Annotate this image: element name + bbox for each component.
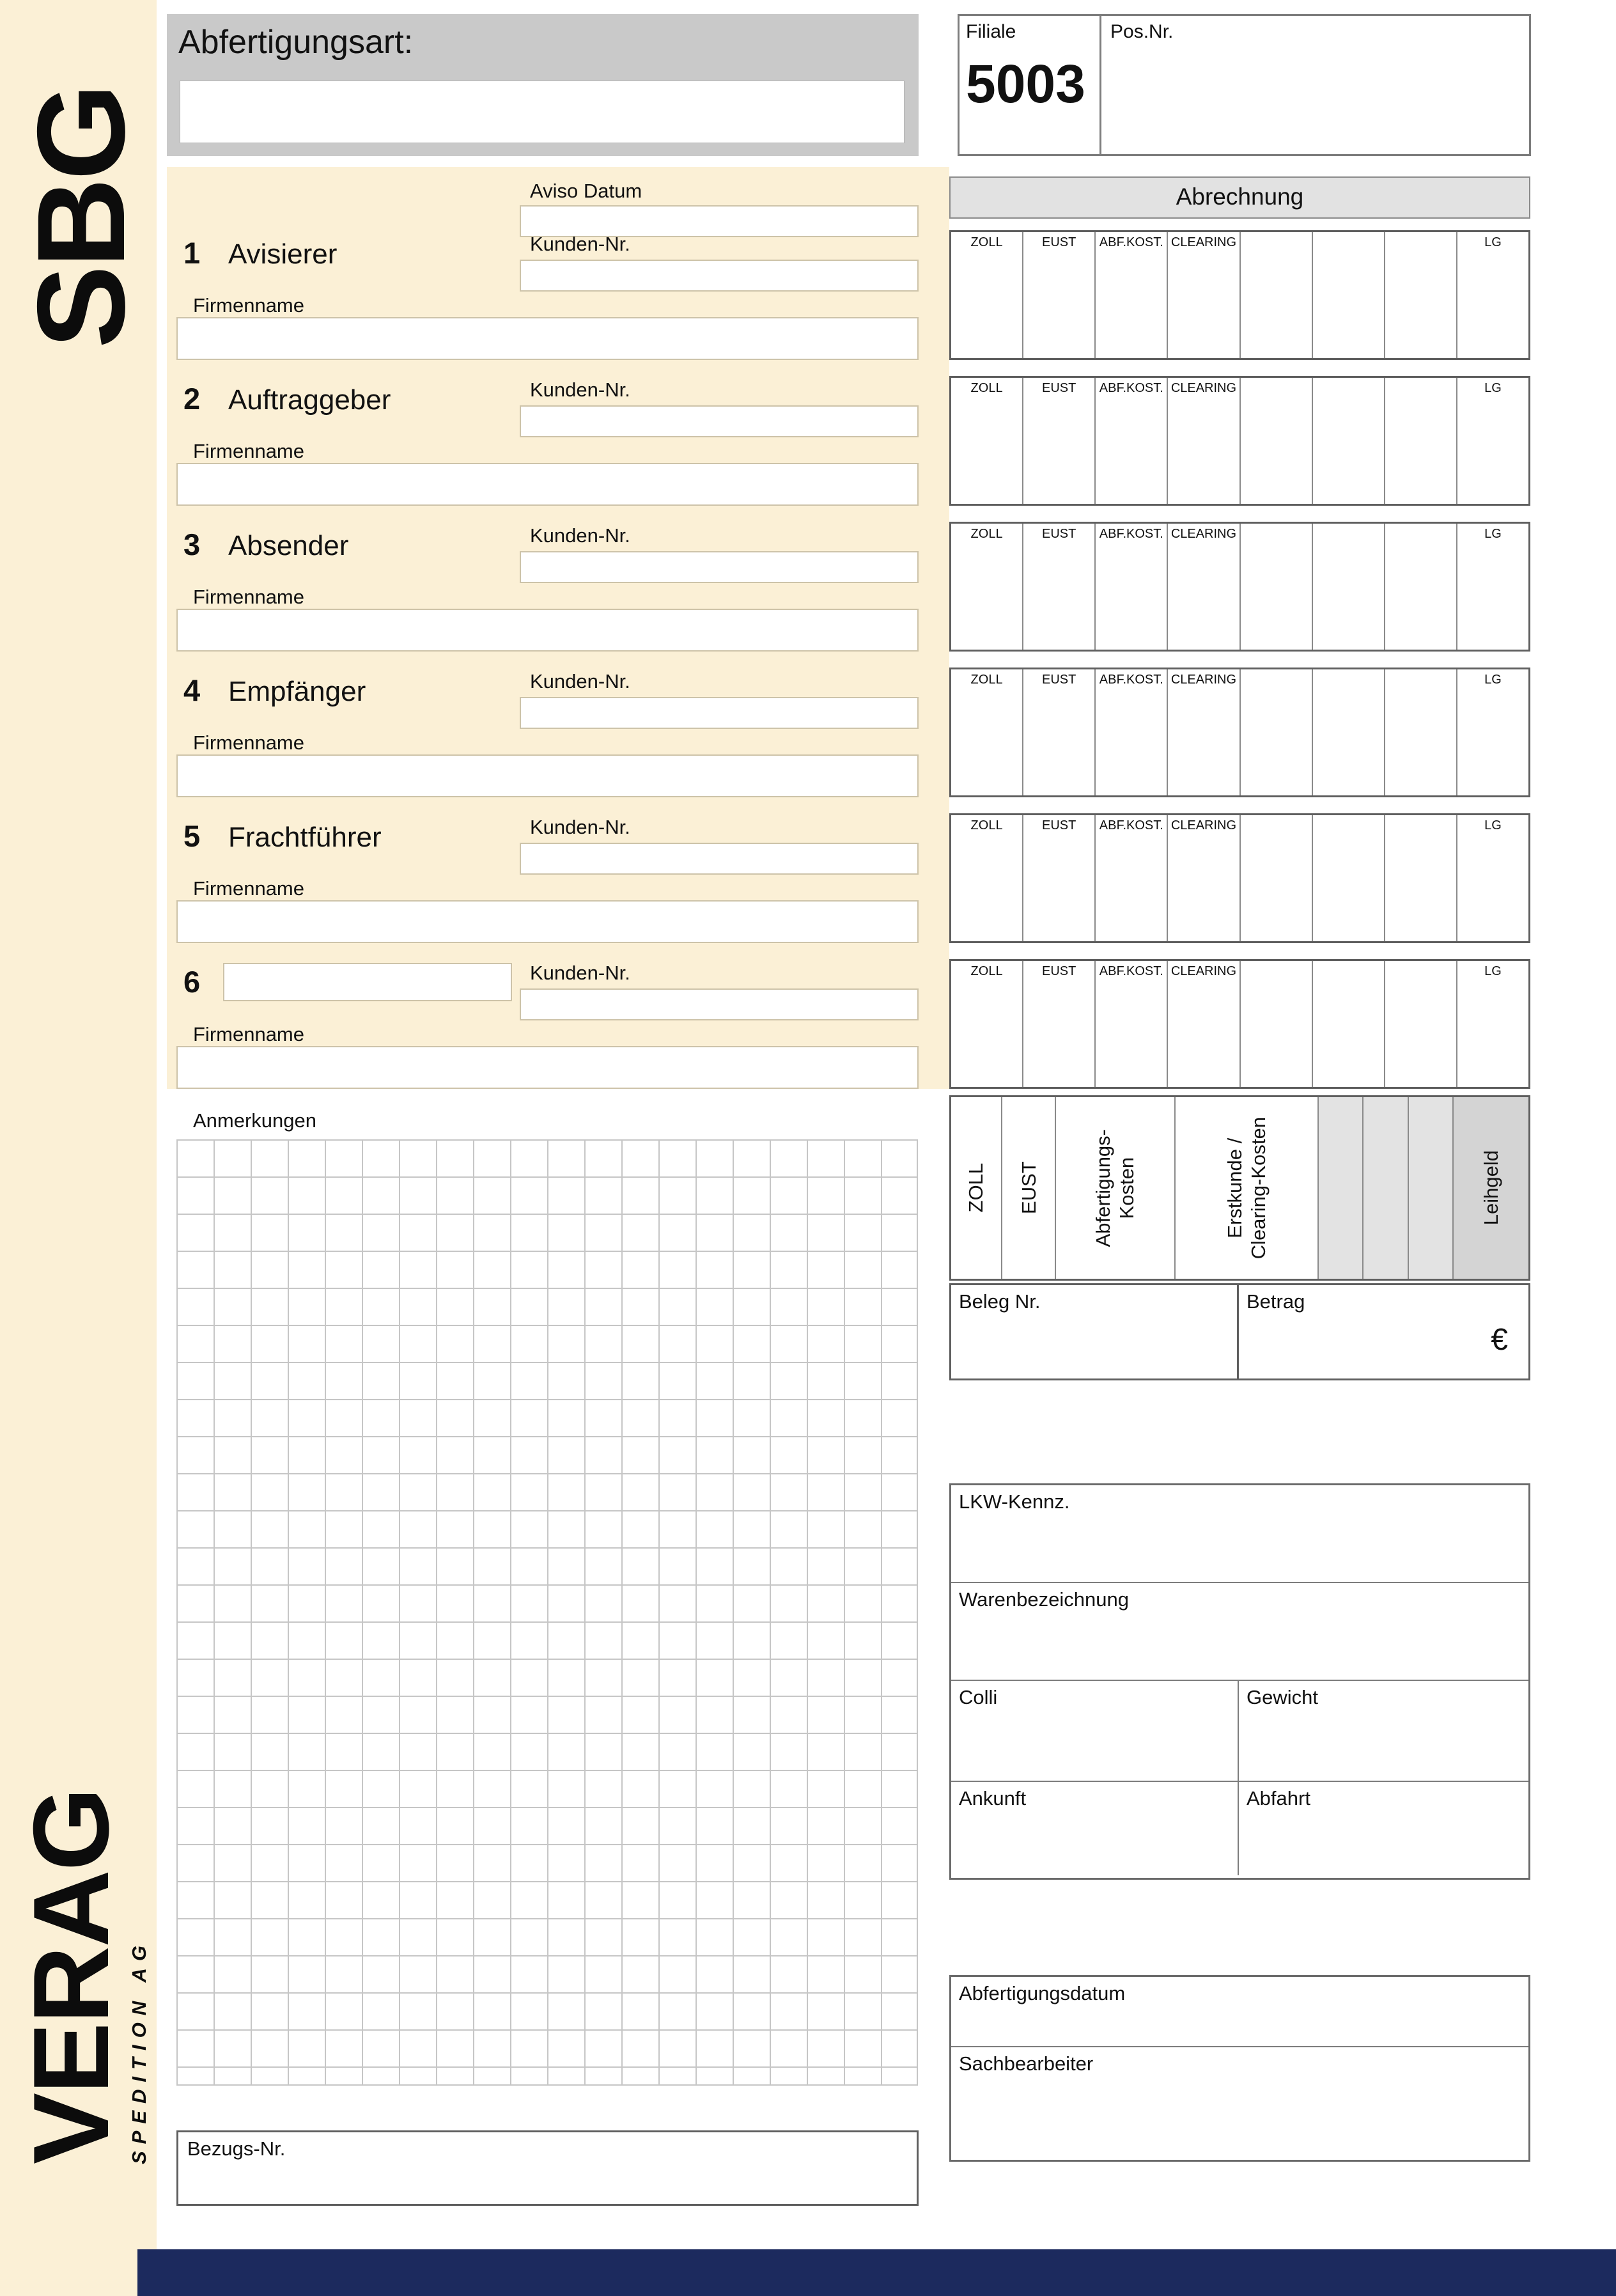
firmenname-label: Firmenname — [193, 440, 304, 462]
firmenname-label: Firmenname — [193, 877, 304, 900]
clearing-amount-cell[interactable] — [1168, 961, 1240, 1087]
clearing-header: CLEARING — [1170, 235, 1237, 249]
firmenname-input[interactable] — [176, 317, 919, 360]
shipment-details-box — [949, 1483, 1530, 1880]
party-row-absender — [167, 522, 949, 652]
clearing-header: CLEARING — [1170, 527, 1237, 541]
eust-header: EUST — [1042, 964, 1076, 978]
firmenname-input[interactable] — [176, 463, 919, 506]
lg-amount-cell[interactable] — [1457, 232, 1528, 358]
verag-logo-text: VERAG — [11, 1788, 131, 2164]
eust-rotated-label: EUST — [1017, 1161, 1040, 1215]
eust-amount-cell[interactable] — [1023, 669, 1096, 795]
party-name: Frachtführer — [228, 822, 382, 853]
lg-header: LG — [1484, 235, 1502, 249]
party-row-auftraggeber — [167, 376, 949, 506]
clearing-header: CLEARING — [1170, 818, 1237, 832]
kunden-nr-label: Kunden-Nr. — [530, 962, 630, 984]
posnr-label: Pos.Nr. — [1110, 21, 1174, 42]
aviso-datum-label: Aviso Datum — [530, 180, 642, 202]
zoll-header: ZOLL — [970, 964, 1003, 978]
zoll-header: ZOLL — [970, 381, 1003, 395]
empty-cell[interactable] — [1241, 524, 1313, 650]
zoll-amount-cell[interactable] — [951, 815, 1023, 941]
zoll-amount-cell[interactable] — [951, 524, 1023, 650]
eust-header: EUST — [1042, 673, 1076, 687]
party-number: 5 — [183, 819, 201, 853]
kunden-nr-input[interactable] — [520, 697, 919, 729]
euro-symbol: € — [1491, 1323, 1508, 1357]
betrag-cell[interactable] — [1239, 1285, 1528, 1378]
warenbezeichnung-cell[interactable] — [951, 1583, 1528, 1681]
abfertigungskosten-column — [1056, 1097, 1175, 1279]
lg-header: LG — [1484, 818, 1502, 832]
sidebar — [0, 0, 157, 2296]
empty-cell[interactable] — [1241, 961, 1313, 1087]
gewicht-label: Gewicht — [1247, 1686, 1318, 1708]
abfkost-amount-cell[interactable] — [1096, 669, 1168, 795]
kunden-nr-label: Kunden-Nr. — [530, 233, 630, 255]
verag-logo — [11, 1788, 151, 2164]
abfkost-amount-cell[interactable] — [1096, 524, 1168, 650]
empty-cell[interactable] — [1313, 961, 1385, 1087]
kunden-nr-input[interactable] — [520, 260, 919, 292]
ankunft-label: Ankunft — [959, 1787, 1027, 1809]
empty-cell[interactable] — [1241, 232, 1313, 358]
abfahrt-label: Abfahrt — [1247, 1787, 1310, 1809]
abfkost-header: ABF.KOST. — [1099, 235, 1163, 249]
abfahrt-cell[interactable] — [1239, 1782, 1528, 1875]
sbg-logo: SBG — [12, 86, 151, 348]
abfertigungskosten-rotated-label: Abfertigungs- Kosten — [1092, 1128, 1138, 1247]
ankunft-cell[interactable] — [951, 1782, 1239, 1875]
lg-amount-cell[interactable] — [1457, 524, 1528, 650]
zoll-header: ZOLL — [970, 673, 1003, 687]
firmenname-input[interactable] — [176, 1046, 919, 1089]
party-name: Avisierer — [228, 238, 338, 270]
empty-cell[interactable] — [1313, 232, 1385, 358]
lg-header: LG — [1484, 381, 1502, 395]
abfkost-header: ABF.KOST. — [1099, 818, 1163, 832]
empty-column — [1319, 1097, 1364, 1279]
processing-box — [949, 1975, 1530, 2162]
clearing-header: CLEARING — [1170, 964, 1237, 978]
zoll-header: ZOLL — [970, 527, 1003, 541]
firmenname-input[interactable] — [176, 900, 919, 943]
empty-cell[interactable] — [1313, 815, 1385, 941]
empty-cell[interactable] — [1385, 232, 1457, 358]
abrechnung-grid-row-6 — [949, 959, 1530, 1089]
abrechnung-column-labels — [949, 1095, 1530, 1281]
spedition-ag-text: SPEDITION AG — [127, 1938, 150, 2164]
sachbearbeiter-cell[interactable] — [951, 2047, 1528, 2159]
eust-amount-cell[interactable] — [1023, 524, 1096, 650]
kunden-nr-label: Kunden-Nr. — [530, 670, 630, 692]
eust-amount-cell[interactable] — [1023, 232, 1096, 358]
party-number: 3 — [183, 527, 201, 561]
abfertigungsdatum-cell[interactable] — [951, 1977, 1528, 2047]
clearing-amount-cell[interactable] — [1168, 815, 1240, 941]
kunden-nr-input[interactable] — [520, 843, 919, 875]
clearing-amount-cell[interactable] — [1168, 232, 1240, 358]
clearingkosten-rotated-label: Erstkunde / Clearing-Kosten — [1223, 1116, 1270, 1260]
firmenname-label: Firmenname — [193, 586, 304, 608]
lkw-kennz-cell[interactable] — [951, 1485, 1528, 1583]
party-row-6 — [167, 959, 949, 1089]
zoll-amount-cell[interactable] — [951, 669, 1023, 795]
zoll-header: ZOLL — [970, 235, 1003, 249]
beleg-betrag-box — [949, 1283, 1530, 1380]
firmenname-input[interactable] — [176, 754, 919, 797]
anmerkungen-grid[interactable] — [176, 1139, 918, 2086]
zoll-amount-cell[interactable] — [951, 961, 1023, 1087]
abfertigungsart-section — [167, 14, 919, 156]
eust-header: EUST — [1042, 818, 1076, 832]
party-row-frachtfuehrer — [167, 813, 949, 943]
party-number: 1 — [183, 236, 201, 270]
lg-header: LG — [1484, 527, 1502, 541]
clearingkosten-column — [1176, 1097, 1319, 1279]
abfkost-header: ABF.KOST. — [1099, 673, 1163, 687]
abfertigungsart-label: Abfertigungsart: — [178, 24, 414, 61]
zoll-amount-cell[interactable] — [951, 232, 1023, 358]
empty-column — [1364, 1097, 1408, 1279]
anmerkungen-label: Anmerkungen — [193, 1109, 317, 1132]
colli-label: Colli — [959, 1686, 998, 1708]
kunden-nr-input[interactable] — [520, 551, 919, 583]
filiale-posnr-box — [958, 14, 1531, 156]
party-number: 6 — [183, 965, 201, 999]
filiale-cell — [960, 16, 1101, 154]
eust-header: EUST — [1042, 381, 1076, 395]
parties-panel — [167, 167, 949, 1089]
eust-header: EUST — [1042, 527, 1076, 541]
warenbezeichnung-label: Warenbezeichnung — [959, 1588, 1129, 1611]
firmenname-input[interactable] — [176, 609, 919, 652]
empty-cell[interactable] — [1241, 815, 1313, 941]
empty-cell[interactable] — [1313, 378, 1385, 504]
kunden-nr-label: Kunden-Nr. — [530, 379, 630, 401]
lg-amount-cell[interactable] — [1457, 961, 1528, 1087]
abfertigungsart-input[interactable] — [180, 81, 905, 143]
empty-cell[interactable] — [1241, 378, 1313, 504]
party-number: 4 — [183, 673, 201, 707]
abfkost-header: ABF.KOST. — [1099, 527, 1163, 541]
party-name: Empfänger — [228, 676, 366, 707]
betrag-label: Betrag — [1247, 1290, 1305, 1313]
firmenname-label: Firmenname — [193, 731, 304, 754]
sachbearbeiter-label: Sachbearbeiter — [959, 2052, 1094, 2075]
gewicht-cell[interactable] — [1239, 1681, 1528, 1781]
abrechnung-title: Abrechnung — [949, 176, 1530, 219]
colli-cell[interactable] — [951, 1681, 1239, 1781]
footer-color-bar — [137, 2249, 1616, 2296]
party-row-avisierer — [167, 230, 949, 360]
abrechnung-grid-row-3 — [949, 522, 1530, 652]
kunden-nr-label: Kunden-Nr. — [530, 816, 630, 838]
eust-amount-cell[interactable] — [1023, 961, 1096, 1087]
bezugs-nr-label: Bezugs-Nr. — [187, 2137, 286, 2160]
empty-cell[interactable] — [1385, 524, 1457, 650]
eust-amount-cell[interactable] — [1023, 815, 1096, 941]
colli-gewicht-row — [951, 1681, 1528, 1782]
leihgeld-column — [1454, 1097, 1528, 1279]
party-row-empfaenger — [167, 668, 949, 797]
abrechnung-grid-row-2 — [949, 376, 1530, 506]
abfkost-amount-cell[interactable] — [1096, 378, 1168, 504]
abfkost-amount-cell[interactable] — [1096, 815, 1168, 941]
eust-column — [1002, 1097, 1057, 1279]
beleg-nr-cell[interactable] — [951, 1285, 1239, 1378]
lg-amount-cell[interactable] — [1457, 378, 1528, 504]
lg-amount-cell[interactable] — [1457, 815, 1528, 941]
abrechnung-grid-row-1 — [949, 230, 1530, 360]
filiale-value: 5003 — [966, 54, 1085, 114]
empty-cell[interactable] — [1385, 961, 1457, 1087]
kunden-nr-label: Kunden-Nr. — [530, 524, 630, 547]
clearing-header: CLEARING — [1170, 673, 1237, 687]
abrechnung-grid-row-4 — [949, 668, 1530, 797]
empty-cell[interactable] — [1313, 524, 1385, 650]
lg-amount-cell[interactable] — [1457, 669, 1528, 795]
party-name-input[interactable] — [223, 963, 512, 1001]
party-number: 2 — [183, 382, 201, 416]
abfkost-header: ABF.KOST. — [1099, 964, 1163, 978]
clearing-amount-cell[interactable] — [1168, 378, 1240, 504]
empty-column — [1409, 1097, 1454, 1279]
lg-header: LG — [1484, 964, 1502, 978]
zoll-column — [951, 1097, 1002, 1279]
abrechnung-grid-row-5 — [949, 813, 1530, 943]
zoll-header: ZOLL — [970, 818, 1003, 832]
party-name: Auftraggeber — [228, 384, 391, 416]
leihgeld-rotated-label: Leihgeld — [1479, 1150, 1502, 1226]
abfertigungsdatum-label: Abfertigungsdatum — [959, 1982, 1126, 2004]
empty-cell[interactable] — [1385, 669, 1457, 795]
empty-cell[interactable] — [1385, 815, 1457, 941]
zoll-rotated-label: ZOLL — [965, 1163, 988, 1213]
filiale-label: Filiale — [966, 21, 1016, 42]
party-name: Absender — [228, 530, 349, 561]
posnr-input-cell[interactable] — [1101, 16, 1529, 154]
firmenname-label: Firmenname — [193, 1023, 304, 1045]
abfkost-amount-cell[interactable] — [1096, 961, 1168, 1087]
ankunft-abfahrt-row — [951, 1782, 1528, 1875]
eust-amount-cell[interactable] — [1023, 378, 1096, 504]
eust-header: EUST — [1042, 235, 1076, 249]
kunden-nr-input[interactable] — [520, 405, 919, 437]
clearing-header: CLEARING — [1170, 381, 1237, 395]
clearing-amount-cell[interactable] — [1168, 524, 1240, 650]
empty-cell[interactable] — [1241, 669, 1313, 795]
clearing-amount-cell[interactable] — [1168, 669, 1240, 795]
firmenname-label: Firmenname — [193, 294, 304, 316]
empty-cell[interactable] — [1313, 669, 1385, 795]
lg-header: LG — [1484, 673, 1502, 687]
beleg-nr-label: Beleg Nr. — [959, 1290, 1041, 1313]
zoll-amount-cell[interactable] — [951, 378, 1023, 504]
kunden-nr-input[interactable] — [520, 988, 919, 1020]
abfkost-amount-cell[interactable] — [1096, 232, 1168, 358]
bezugs-nr-cell[interactable] — [176, 2130, 919, 2206]
abfkost-header: ABF.KOST. — [1099, 381, 1163, 395]
lkw-kennz-label: LKW-Kennz. — [959, 1490, 1070, 1513]
empty-cell[interactable] — [1385, 378, 1457, 504]
